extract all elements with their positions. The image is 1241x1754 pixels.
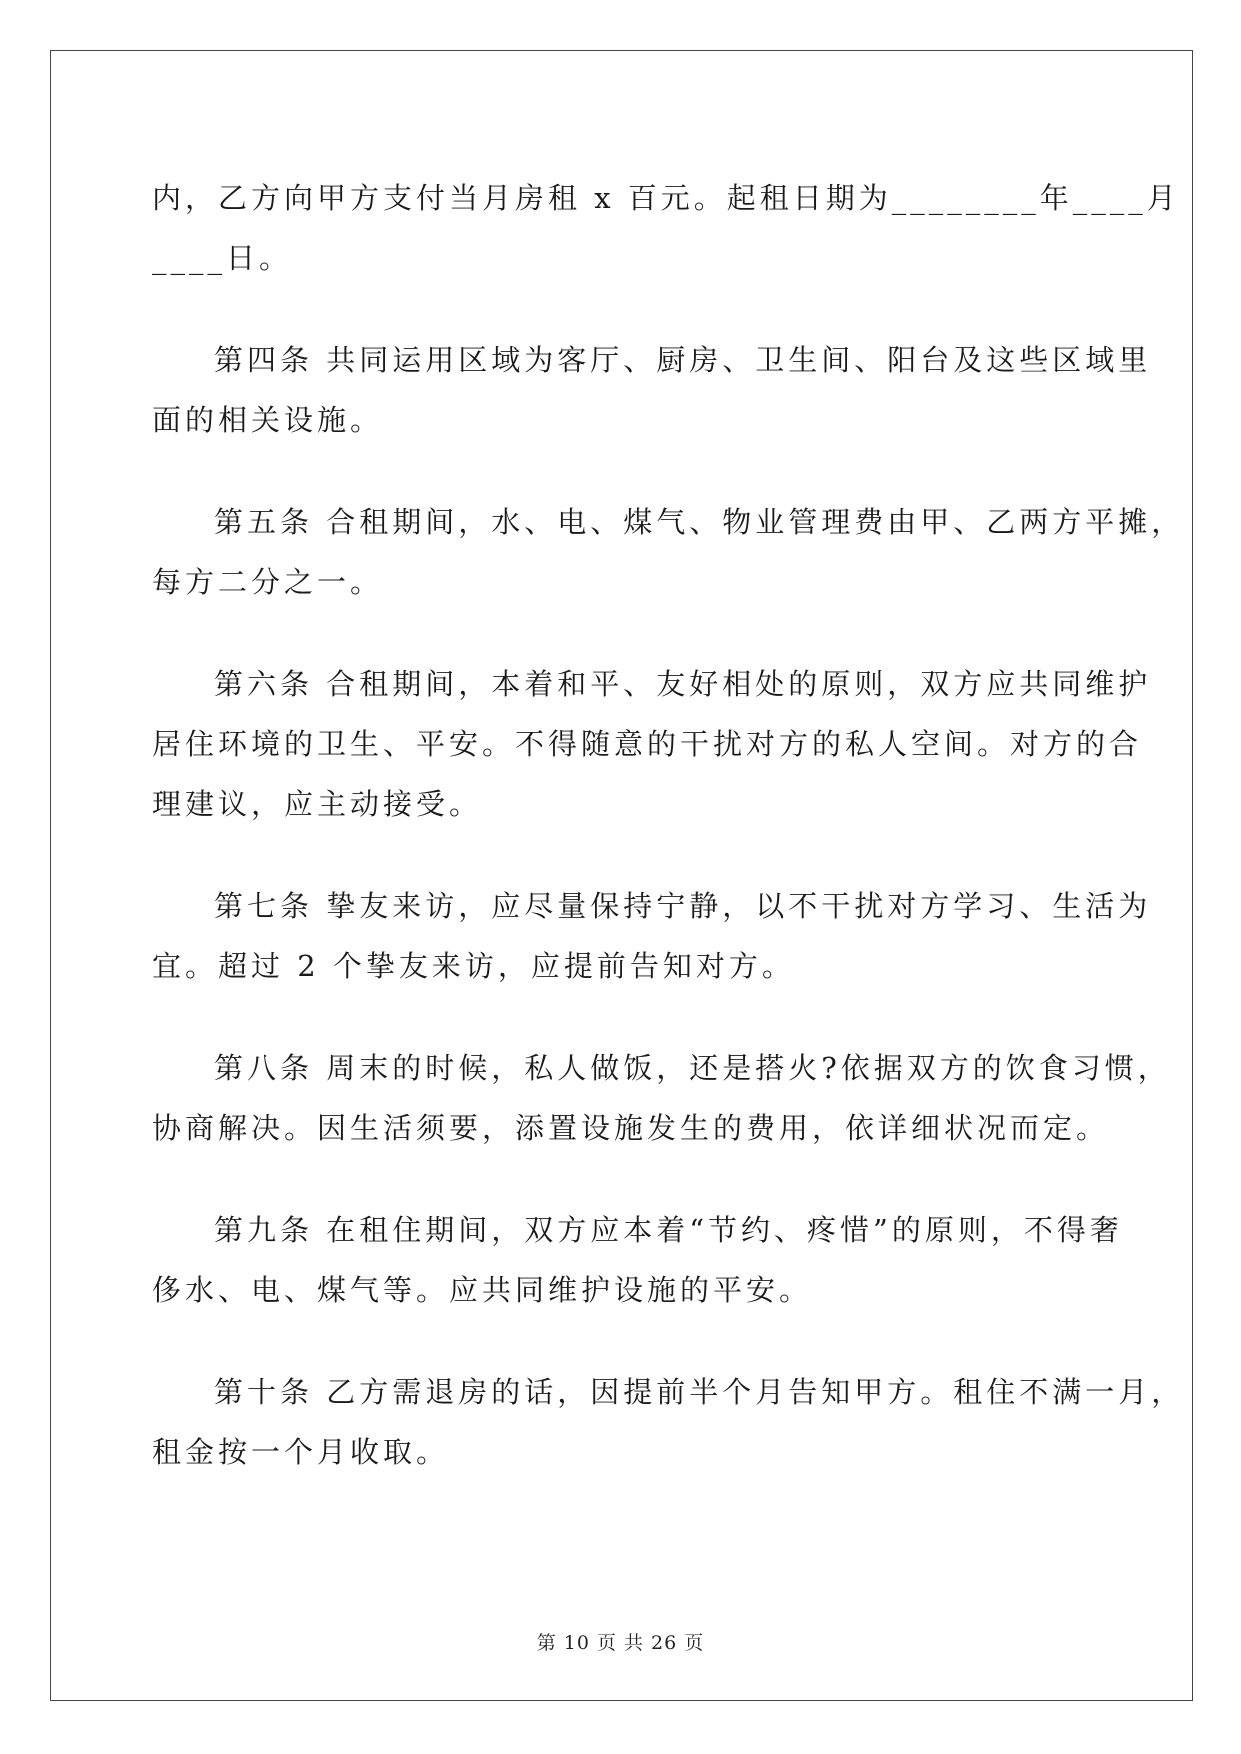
article-10-line-1: 第十条 乙方需退房的话，因提前半个月告知甲方。租住不满一月， (214, 1375, 1185, 1409)
article-7-line-2: 宜。超过 2 个挚友来访，应提前告知对方。 (152, 949, 795, 983)
article-10-line-2: 租金按一个月收取。 (152, 1435, 450, 1469)
article-7-line-1: 第七条 挚友来访，应尽量保持宁静，以不干扰对方学习、生活为 (214, 889, 1152, 923)
article-6-line-2: 居住环境的卫生、平安。不得随意的干扰对方的私人空间。对方的合 (152, 727, 1143, 761)
article-9-line-2: 侈水、电、煤气等。应共同维护设施的平安。 (152, 1273, 813, 1307)
article-5-line-1: 第五条 合租期间，水、电、煤气、物业管理费由甲、乙两方平摊， (214, 505, 1185, 539)
article-6-line-3: 理建议，应主动接受。 (152, 787, 483, 821)
text-line: ____日。 (152, 241, 293, 275)
article-6-line-1: 第六条 合租期间，本着和平、友好相处的原则，双方应共同维护 (214, 667, 1152, 701)
article-5-line-2: 每方二分之一。 (152, 565, 384, 599)
article-8-line-1: 第八条 周末的时候，私人做饭，还是搭火?依据双方的饮食习惯， (214, 1051, 1171, 1085)
article-9-line-1: 第九条 在租住期间，双方应本着“节约、疼惜”的原则，不得奢 (214, 1213, 1123, 1247)
article-8-line-2: 协商解决。因生活须要，添置设施发生的费用，依详细状况而定。 (152, 1111, 1110, 1145)
document-body (152, 168, 1185, 1482)
text-line: 内，乙方向甲方支付当月房租 x 百元。起租日期为________年____月 (152, 181, 1180, 215)
article-4-line-2: 面的相关设施。 (152, 403, 384, 437)
article-4-line-1: 第四条 共同运用区域为客厅、厨房、卫生间、阳台及这些区域里 (214, 343, 1152, 377)
page-number-footer: 第 10 页 共 26 页 (536, 1632, 705, 1654)
